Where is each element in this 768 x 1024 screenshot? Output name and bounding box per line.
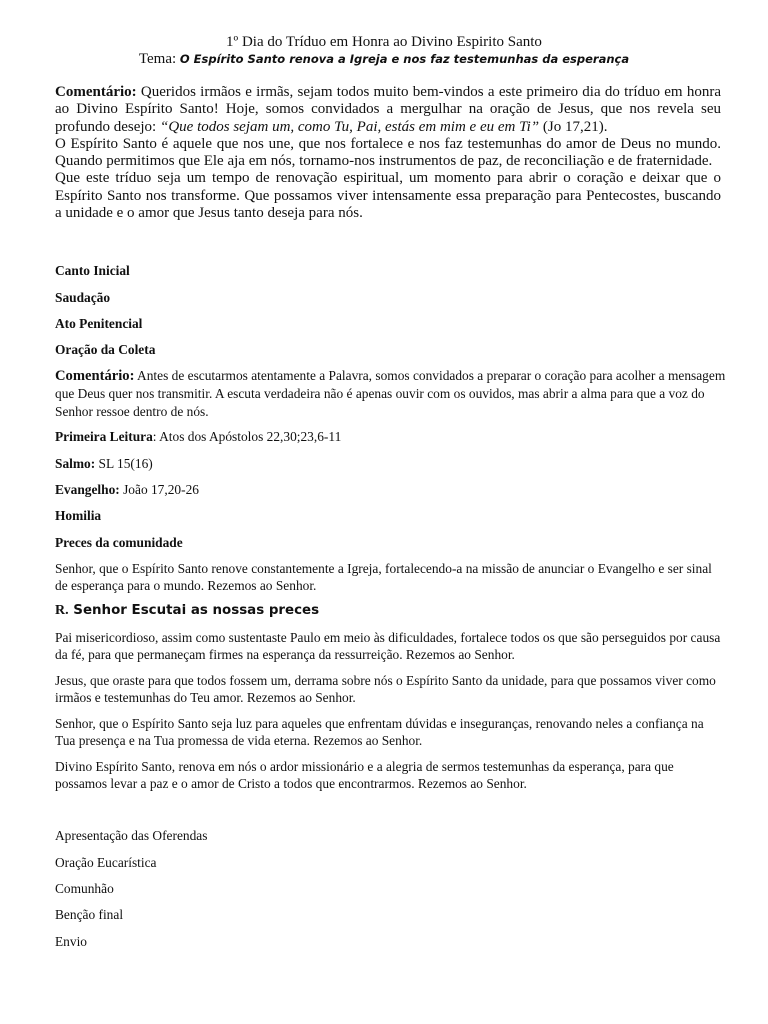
intro-comment	[55, 84, 721, 222]
oracao-coleta-heading: Oração da Coleta	[55, 342, 156, 357]
response-label: R.	[55, 603, 69, 618]
salmo	[55, 455, 725, 472]
theme-text: O Espírito Santo renova a Igreja e nos faz testemunhas da esperança	[179, 52, 630, 66]
prayer-intro: Senhor, que o Espírito Santo renove constantemente a Igreja, fortalecendo-a na missão de anunciar o Evangelho e ser sinal de esperança para o mundo. Rezemos ao Senhor.	[55, 561, 712, 594]
salmo-text: SL 15(16)	[98, 456, 153, 471]
intro-paragraph-1	[55, 84, 721, 136]
comment-label: Comentário:	[55, 84, 137, 100]
homilia-heading: Homilia	[55, 508, 102, 523]
theme-line	[0, 51, 768, 68]
theme-label: Tema:	[138, 51, 177, 67]
comment2-label: Comentário:	[55, 368, 135, 384]
salmo-label: Salmo:	[55, 456, 96, 471]
comment-before-readings	[55, 367, 727, 420]
evangelho	[55, 481, 725, 498]
intro-paragraph-3: Que este tríduo seja um tempo de renovação espiritual, um momento para abrir o coração e deixar que o Espírito Santo nos transforme. Que possamos viver intensamente essa preparação para Pentecostes, buscando a unidade e o amor que Jesus tanto deseja para nós.	[55, 170, 721, 222]
intro-quote: “Que todos sejam um, como Tu, Pai, estás em mim e eu em Ti”	[159, 118, 540, 135]
prayer-item: Divino Espírito Santo, renova em nós o ardor missionário e a alegria de sermos testemunhas da esperança, para que possamos levar a paz e o amor de Cristo a todos que encontrarmos. Rezemos ao Senhor.	[55, 759, 674, 792]
page-title: 1º Dia do Tríduo em Honra ao Divino Espirito Santo	[226, 34, 542, 50]
closing-item: Apresentação das Oferendas	[55, 828, 208, 843]
prayer-item: Jesus, que oraste para que todos fossem um, derrama sobre nós o Espírito Santo da unidade, para que possamos viver como irmãos e testemunhas do Teu amor. Rezemos ao Senhor.	[55, 673, 716, 706]
evangelho-text: João 17,20-26	[123, 482, 199, 497]
closing-item: Envio	[55, 934, 87, 949]
primeira-leitura-label: Primeira Leitura	[55, 429, 153, 444]
comment2-text: Antes de escutarmos atentamente a Palavra, somos convidados a preparar o coração para acolher a mensagem que Deus quer nos transmitir. A escuta verdadeira não é apenas ouvir com os ouvidos, mas abrir a alma para que a voz do Senhor ressoe dentro de nós.	[55, 368, 726, 419]
ato-penitencial-heading: Ato Penitencial	[55, 316, 143, 331]
response-text: Senhor Escutai as nossas preces	[73, 603, 320, 618]
prayer-item: Pai misericordioso, assim como sustentaste Paulo em meio às dificuldades, fortalece todos os que são perseguidos por causa da fé, para que permaneçam firmes na esperança da ressurreição. Rezemos ao Senhor.	[55, 630, 721, 663]
intro-text: Queridos irmãos e irmãs, sejam todos muito bem-vindos a este primeiro dia do tríduo em honra ao Divino Espírito Santo! Hoje, somos convidados a mergulhar na oração de Jesus, que nos revela seu profundo desejo:	[55, 84, 721, 135]
prayer-item: Senhor, que o Espírito Santo seja luz para aqueles que enfrentam dúvidas e inseguranças, renovando neles a confiança na Tua presença e na Tua promessa de vida eterna. Rezemos ao Senhor.	[55, 716, 704, 749]
response-line	[55, 602, 725, 619]
closing-item: Oração Eucarística	[55, 855, 157, 870]
primeira-leitura	[55, 428, 725, 445]
preces-heading: Preces da comunidade	[55, 535, 183, 550]
intro-ref: (Jo 17,21).	[542, 118, 608, 135]
closing-item: Comunhão	[55, 881, 114, 896]
saudacao-heading: Saudação	[55, 290, 111, 305]
intro-paragraph-2: O Espírito Santo é aquele que nos une, que nos fortalece e nos faz testemunhas do amor de Deus no mundo. Quando permitimos que Ele aja em nós, tornamo-nos instrumentos de paz, de reconciliação e de fraternidade.	[55, 135, 721, 170]
closing-item: Benção final	[55, 907, 124, 922]
primeira-leitura-text: : Atos dos Apóstolos 22,30;23,6-11	[152, 429, 342, 444]
canto-inicial-heading: Canto Inicial	[55, 263, 130, 278]
evangelho-label: Evangelho:	[55, 482, 120, 497]
